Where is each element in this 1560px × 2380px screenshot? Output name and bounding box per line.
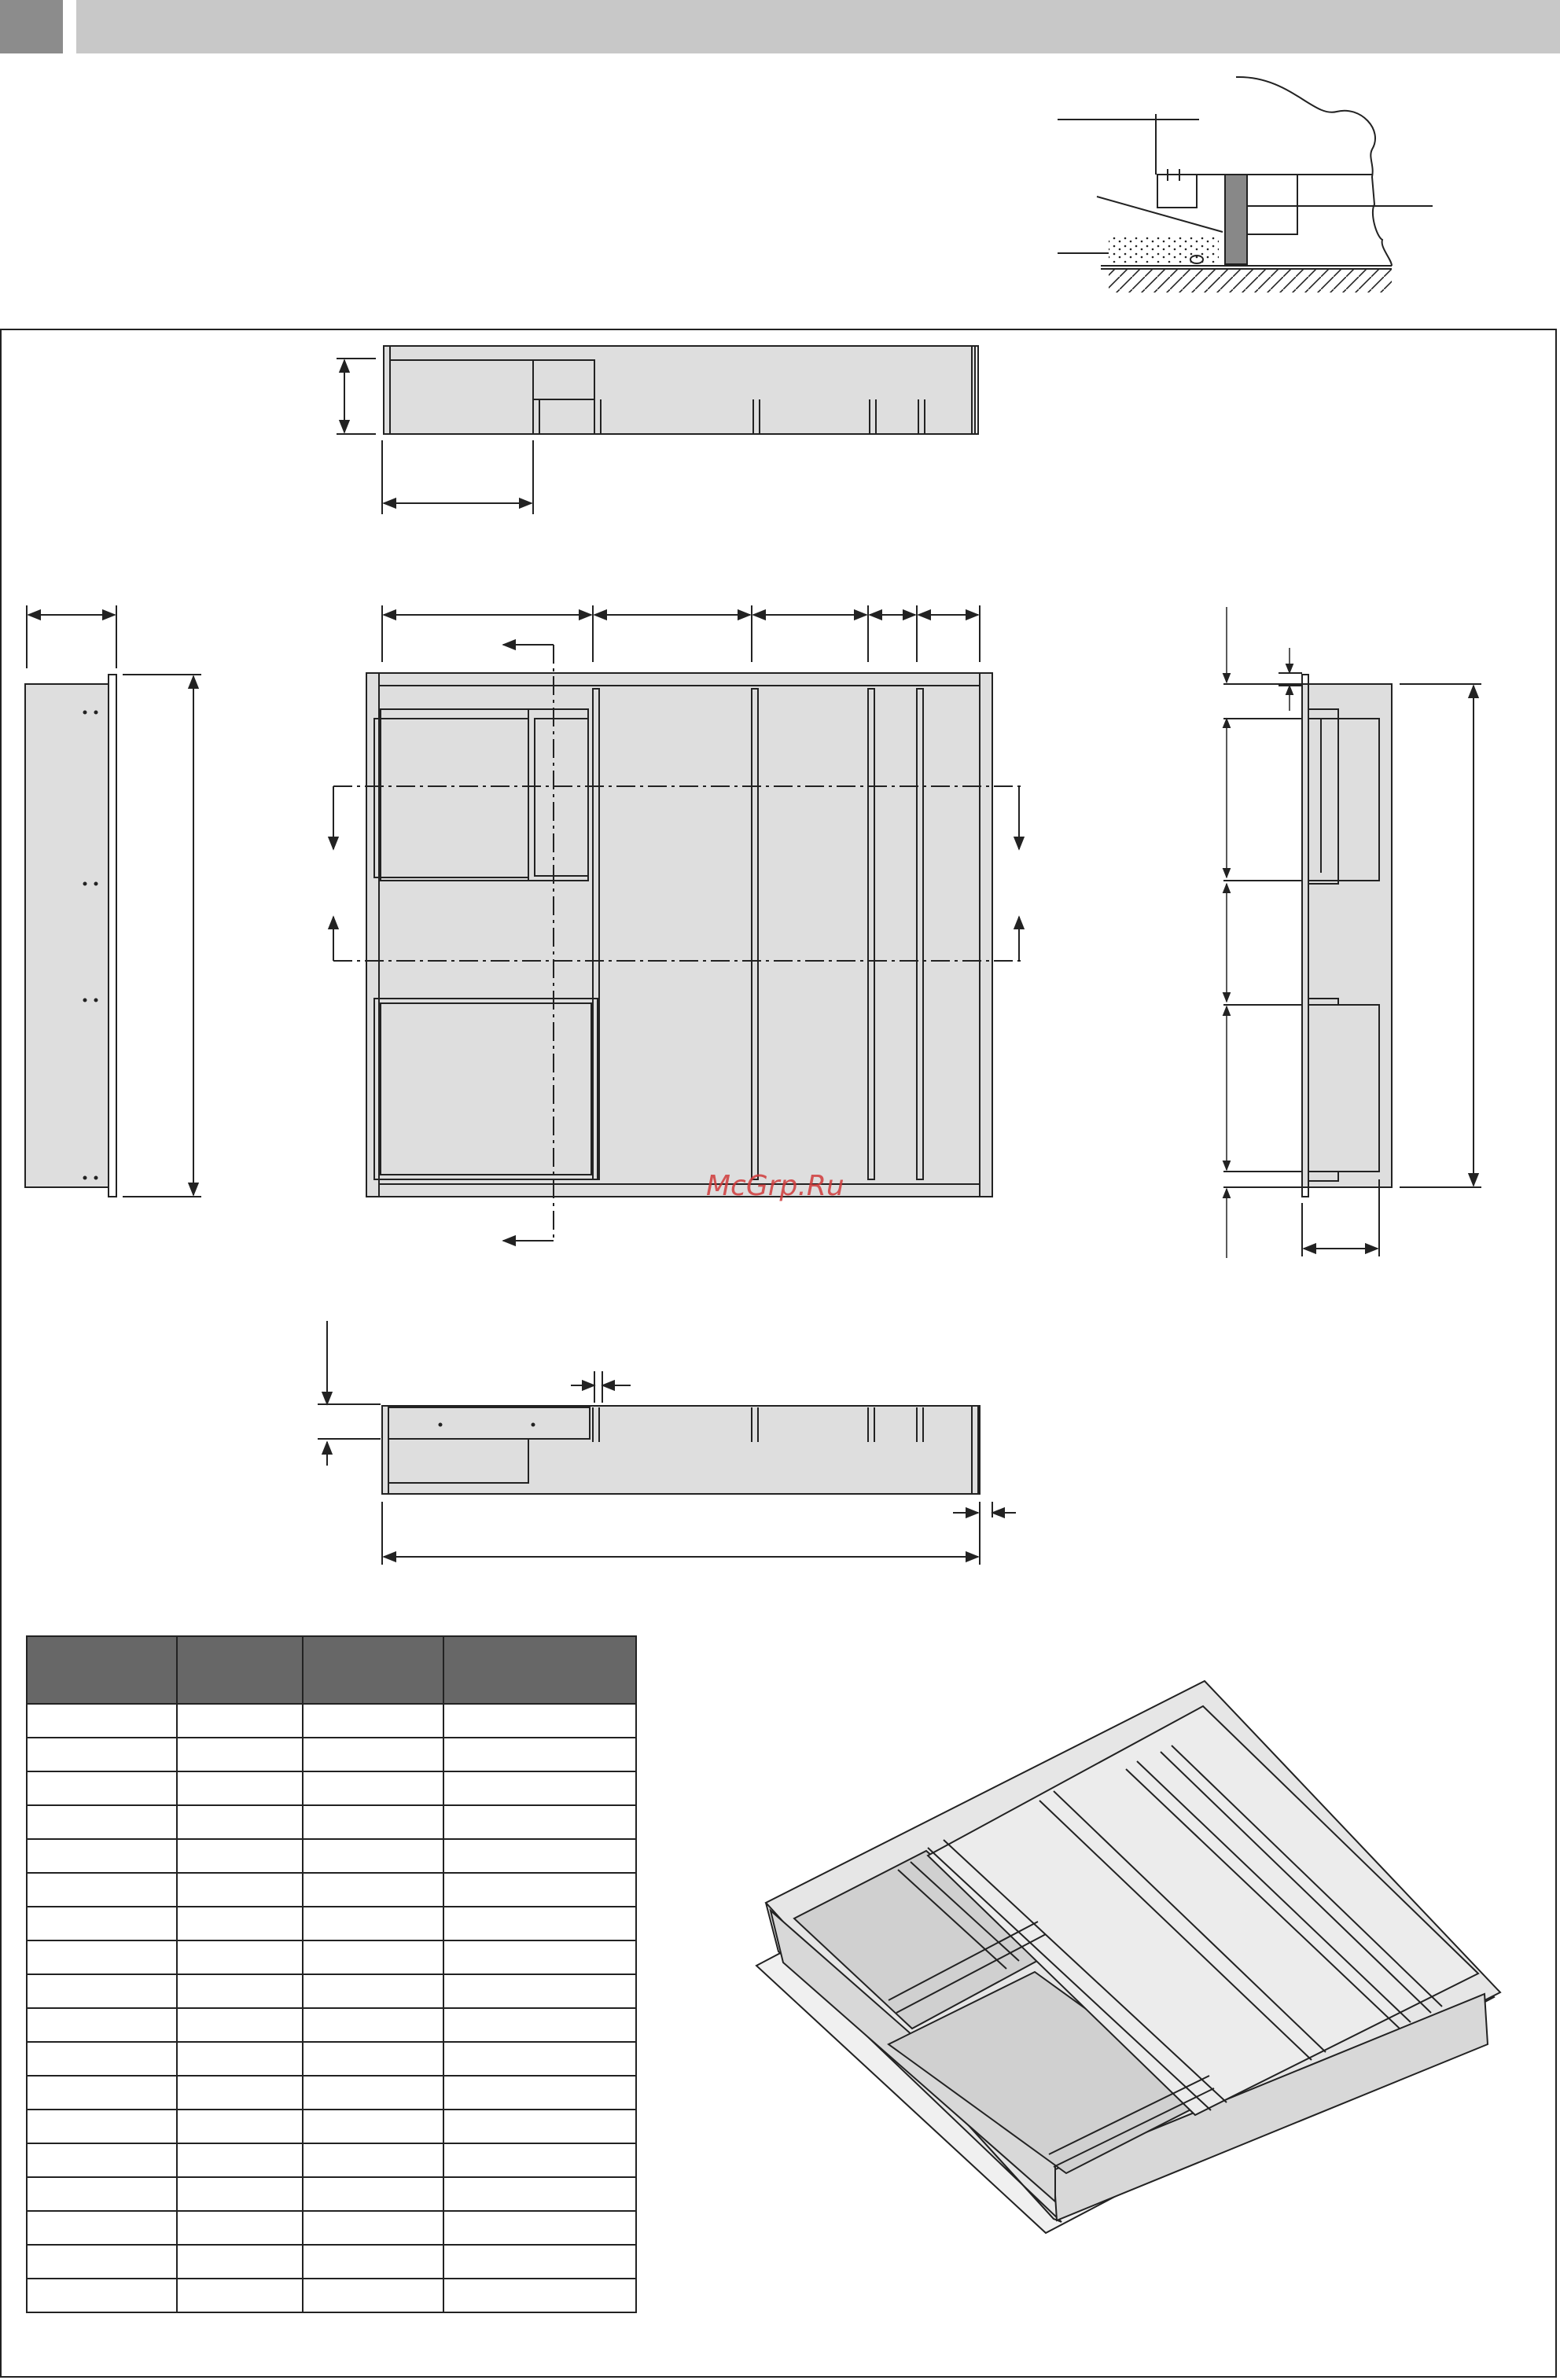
table-row [27, 2279, 636, 2312]
table-cell [443, 2110, 636, 2143]
table-cell [177, 1839, 304, 1873]
table-header-cell [177, 1636, 304, 1704]
table-cell [177, 2110, 304, 2143]
table-row [27, 2042, 636, 2076]
table-cell [27, 2008, 177, 2042]
table-row [27, 2008, 636, 2042]
table-cell [27, 1805, 177, 1839]
table-cell [27, 2110, 177, 2143]
table-cell [177, 1738, 304, 1771]
table-cell [177, 2245, 304, 2279]
table-cell [177, 1974, 304, 2008]
table-header-cell [27, 1636, 177, 1704]
table-row [27, 2245, 636, 2279]
table-cell [303, 2211, 443, 2245]
table-cell [303, 2279, 443, 2312]
table-cell [27, 2177, 177, 2211]
table-cell [27, 1940, 177, 1974]
table-cell [303, 2110, 443, 2143]
table-row [27, 1805, 636, 1839]
table-row [27, 2211, 636, 2245]
table-cell [177, 2143, 304, 2177]
table-cell [27, 2211, 177, 2245]
table-cell [303, 2008, 443, 2042]
table-cell [303, 2245, 443, 2279]
table-cell [27, 1873, 177, 1907]
table-cell [27, 1974, 177, 2008]
watermark: McGrp.Ru [706, 1170, 844, 1202]
table-cell [443, 1704, 636, 1738]
table-cell [27, 1738, 177, 1771]
table-cell [27, 1771, 177, 1805]
table-cell [443, 1738, 636, 1771]
table-cell [303, 2042, 443, 2076]
table-row [27, 2110, 636, 2143]
table-row [27, 2076, 636, 2110]
table-cell [303, 1805, 443, 1839]
table-cell [443, 2245, 636, 2279]
table-row [27, 1974, 636, 2008]
table-cell [443, 1974, 636, 2008]
table-cell [443, 1873, 636, 1907]
table-cell [303, 2177, 443, 2211]
table-cell [177, 1704, 304, 1738]
table-cell [303, 1704, 443, 1738]
table-cell [177, 1805, 304, 1839]
table-cell [177, 2042, 304, 2076]
table-row [27, 1839, 636, 1873]
table-cell [177, 1873, 304, 1907]
spec-table [26, 1635, 637, 2313]
table-cell [303, 2143, 443, 2177]
table-row [27, 1771, 636, 1805]
table-cell [443, 2211, 636, 2245]
table-cell [27, 2042, 177, 2076]
table-cell [443, 1771, 636, 1805]
table-cell [27, 2279, 177, 2312]
table-header-cell [443, 1636, 636, 1704]
table-cell [177, 1771, 304, 1805]
table-cell [303, 1873, 443, 1907]
table-cell [177, 2211, 304, 2245]
table-row [27, 2143, 636, 2177]
table-cell [303, 2076, 443, 2110]
table-cell [177, 1940, 304, 1974]
table-cell [443, 1839, 636, 1873]
table-cell [443, 2008, 636, 2042]
table-cell [27, 1704, 177, 1738]
table-cell [27, 2245, 177, 2279]
table-row [27, 1873, 636, 1907]
table-cell [27, 1839, 177, 1873]
table-row [27, 1940, 636, 1974]
table-cell [177, 2177, 304, 2211]
table-row [27, 1738, 636, 1771]
table-cell [27, 1907, 177, 1940]
table-cell [443, 2177, 636, 2211]
table-cell [303, 1839, 443, 1873]
table-header-cell [303, 1636, 443, 1704]
table-row [27, 2177, 636, 2211]
table-cell [27, 2143, 177, 2177]
table-cell [303, 1907, 443, 1940]
table-cell [177, 1907, 304, 1940]
table-cell [443, 2042, 636, 2076]
table-cell [177, 2076, 304, 2110]
table-cell [303, 1738, 443, 1771]
table-row [27, 1704, 636, 1738]
table-cell [303, 1974, 443, 2008]
table-cell [27, 2076, 177, 2110]
table-row [27, 1907, 636, 1940]
table-cell [303, 1771, 443, 1805]
table-cell [443, 2076, 636, 2110]
table-cell [177, 2279, 304, 2312]
table-cell [443, 1940, 636, 1974]
table-header-row [27, 1636, 636, 1704]
table-cell [443, 1805, 636, 1839]
table-cell [443, 2279, 636, 2312]
table-cell [303, 1940, 443, 1974]
table-cell [443, 1907, 636, 1940]
table-cell [177, 2008, 304, 2042]
table-cell [443, 2143, 636, 2177]
